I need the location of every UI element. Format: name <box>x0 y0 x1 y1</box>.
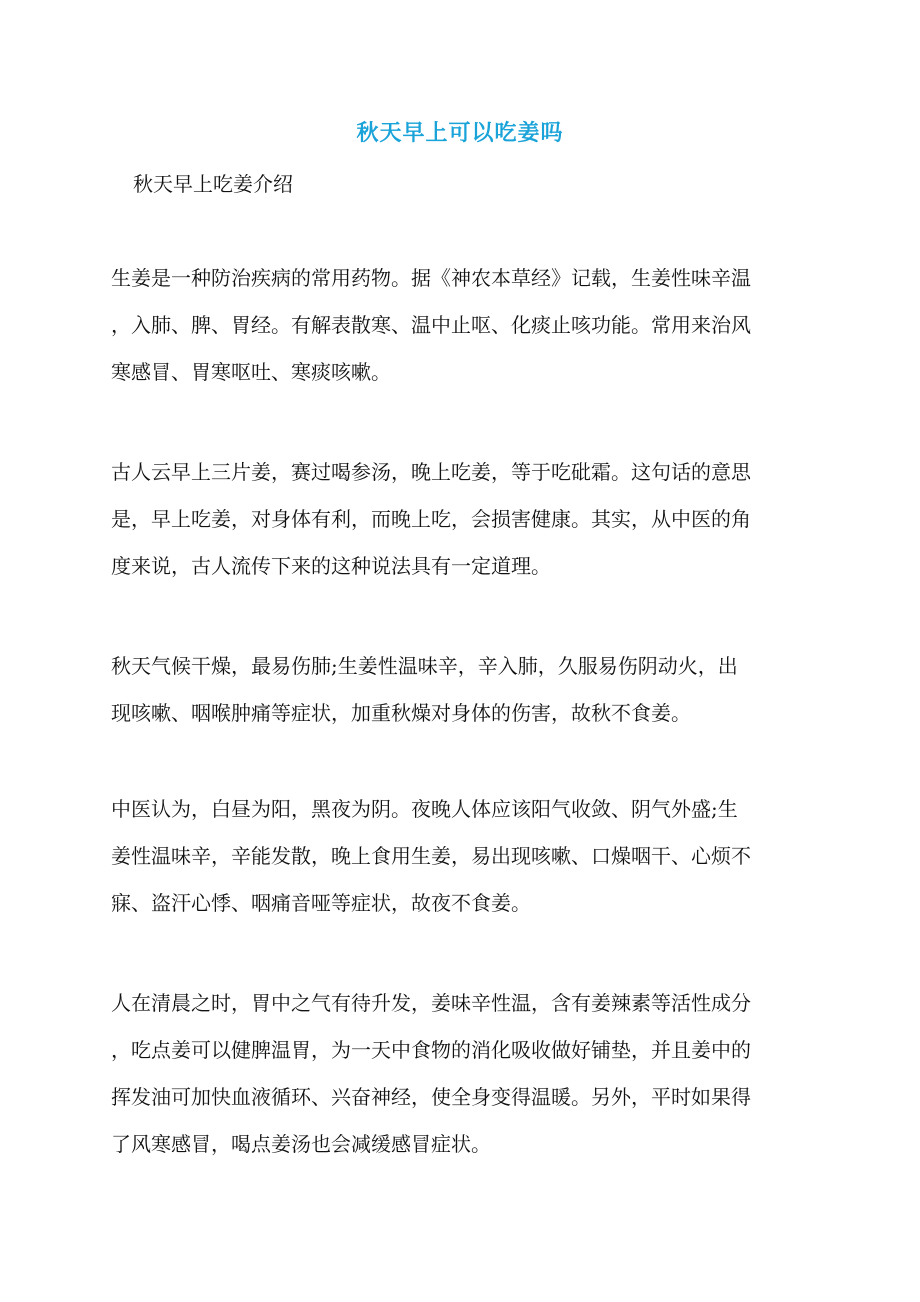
paragraph-line: 了风寒感冒，喝点姜汤也会减缓感冒症状。 <box>111 1132 491 1156</box>
paragraph-line: 寐、盗汗心悸、咽痛音哑等症状，故夜不食姜。 <box>111 891 531 915</box>
paragraph-5 <box>111 980 811 1168</box>
paragraph-line: 姜性温味辛，辛能发散，晚上食用生姜，易出现咳嗽、口燥咽干、心烦不 <box>111 844 751 868</box>
paragraph-line: 秋天气候干燥，最易伤肺;生姜性温味辛，辛入肺，久服易伤阴动火，出 <box>111 654 738 678</box>
paragraph-3 <box>111 643 811 737</box>
paragraph-line: 度来说，古人流传下来的这种说法具有一定道理。 <box>111 554 551 578</box>
paragraph-line: 挥发油可加快血液循环、兴奋神经，使全身变得温暖。另外，平时如果得 <box>111 1085 751 1109</box>
paragraph-line: ，吃点姜可以健脾温胃，为一天中食物的消化吸收做好铺垫，并且姜中的 <box>111 1038 751 1062</box>
page-title: 秋天早上可以吃姜吗 <box>356 121 564 146</box>
paragraph-line: 人在清晨之时，胃中之气有待升发，姜味辛性温，含有姜辣素等活性成分 <box>111 991 751 1015</box>
page-subtitle: 秋天早上吃姜介绍 <box>133 172 293 196</box>
paragraph-1 <box>111 255 811 396</box>
paragraph-line: 中医认为，白昼为阳，黑夜为阴。夜晚人体应该阳气收敛、阴气外盛;生 <box>111 797 738 821</box>
paragraph-line: ，入肺、脾、胃经。有解表散寒、温中止呕、化痰止咳功能。常用来治风 <box>111 313 751 337</box>
paragraph-4 <box>111 786 811 927</box>
paragraph-line: 古人云早上三片姜，赛过喝参汤，晚上吃姜，等于吃砒霜。这句话的意思 <box>111 460 751 484</box>
paragraph-line: 现咳嗽、咽喉肿痛等症状，加重秋燥对身体的伤害，故秋不食姜。 <box>111 701 691 725</box>
paragraph-2 <box>111 449 811 590</box>
paragraph-line: 寒感冒、胃寒呕吐、寒痰咳嗽。 <box>111 360 391 384</box>
paragraph-line: 生姜是一种防治疾病的常用药物。据《神农本草经》记载，生姜性味辛温 <box>111 266 751 290</box>
paragraph-line: 是，早上吃姜，对身体有利，而晚上吃，会损害健康。其实，从中医的角 <box>111 507 751 531</box>
